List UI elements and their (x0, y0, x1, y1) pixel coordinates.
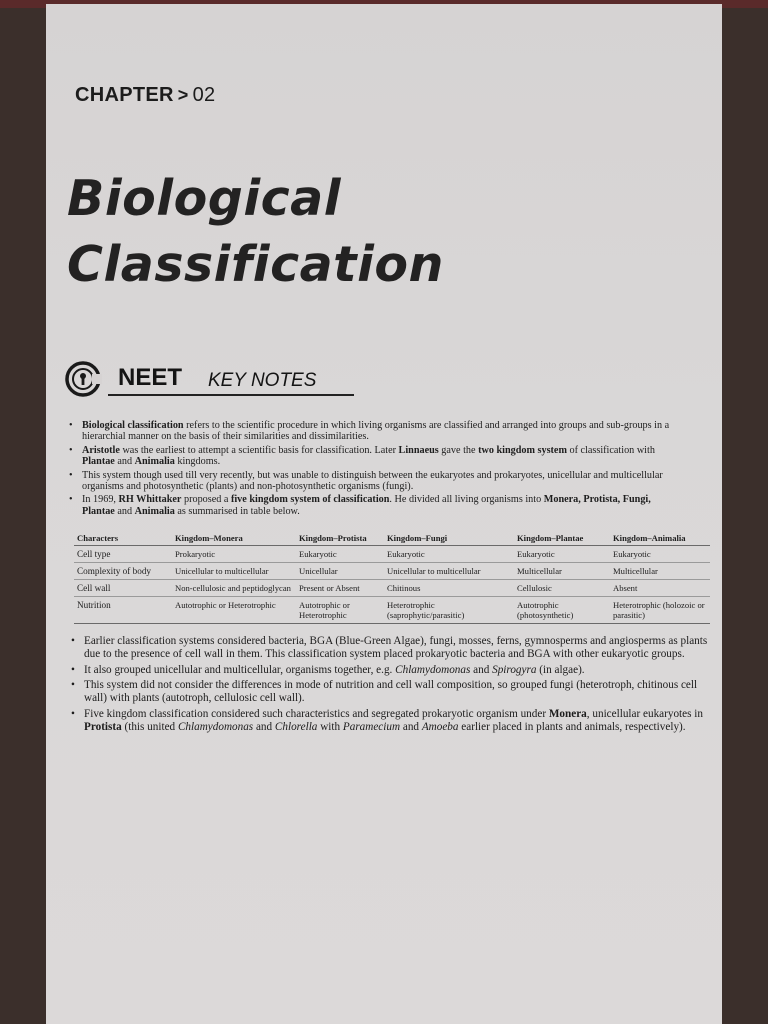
body-text: and (470, 663, 493, 676)
list-item (68, 635, 708, 661)
chapter-heading (75, 84, 215, 107)
table-header-cell: Kingdom–Animalia (610, 531, 710, 546)
table-cell: Complexity of body (74, 563, 172, 580)
table-cell: Cellulosic (514, 580, 610, 597)
list-item (66, 445, 676, 468)
body-text: gave the (438, 444, 479, 456)
table-cell: Heterotrophic (saprophytic/parasitic) (384, 597, 514, 624)
table-cell: Present or Absent (296, 580, 384, 597)
list-item (68, 664, 708, 677)
body-text: Five kingdom classification considered such characteristics and segregated prokaryotic organism under (84, 707, 549, 720)
bold-text: Linnaeus (398, 444, 439, 456)
table-header-cell: Kingdom–Protista (296, 531, 384, 546)
italic-text: Paramecium (342, 720, 401, 733)
table-cell: Unicellular (296, 563, 384, 580)
background-edge-right (722, 0, 768, 1024)
bold-text: Animalia (134, 456, 175, 468)
table-cell: Absent (610, 580, 710, 597)
table-row (74, 546, 710, 563)
body-text: with (317, 720, 343, 733)
key-notes-underline (108, 394, 354, 396)
table-cell: Cell type (74, 546, 172, 563)
bold-text: Monera (548, 707, 587, 720)
body-text: of classification with (566, 444, 655, 456)
italic-text: Chlorella (274, 720, 318, 733)
table-cell: Autotrophic or Heterotrophic (172, 597, 296, 624)
bold-text: RH Whittaker (118, 494, 182, 506)
body-text: proposed a (181, 494, 231, 506)
table-row (74, 597, 710, 624)
bold-text: two kingdom system (478, 444, 567, 456)
table-header-row (74, 531, 710, 546)
table-cell: Unicellular to multicellular (172, 563, 296, 580)
italic-text: Chlamydomonas (395, 663, 471, 676)
list-item (68, 708, 708, 734)
body-text: was the earliest to attempt a scientific basis for classification. Later (119, 444, 399, 456)
five-kingdom-table (74, 531, 710, 624)
key-notes-logo-icon (64, 360, 102, 398)
bold-text: Animalia (134, 505, 175, 517)
table-header-cell: Kingdom–Plantae (514, 531, 610, 546)
table-header-cell: Kingdom–Monera (172, 531, 296, 546)
body-text: and (253, 720, 275, 733)
key-notes-label: KEY NOTES (208, 370, 317, 391)
table-header-cell: Kingdom–Fungi (384, 531, 514, 546)
body-text: , unicellular eukaryotes in (586, 707, 703, 720)
table-row (74, 563, 710, 580)
list-item (68, 679, 708, 705)
list-item (66, 494, 676, 517)
list-item (66, 470, 676, 493)
body-text: Earlier classification systems considered bacteria, BGA (Blue-Green Algae), fungi, mosses, ferns, gymnosperms and angiosperms as plants due to the presence of cell wall in them. This classification system placed prokaryotic bacteria and BGA with other eukaryotic groups. (84, 635, 708, 660)
document-page (46, 4, 722, 1024)
italic-text: Spirogyra (492, 663, 537, 676)
body-text: kingdoms. (174, 456, 221, 468)
body-text: refers to the scientific procedure in which living organisms are classified and arranged into groups and sub-groups in a hierarchial manner on the basis of their similarities and dissimilarities. (82, 420, 670, 443)
body-text: earlier placed in plants and animals, respectively). (458, 720, 686, 733)
bold-text: Monera, Protista, Fungi, Plantae (82, 494, 651, 517)
key-notes-heading (64, 360, 364, 400)
body-text: (this united (121, 720, 178, 733)
table-cell: Multicellular (610, 563, 710, 580)
table-cell: Eukaryotic (296, 546, 384, 563)
table-cell: Eukaryotic (514, 546, 610, 563)
body-text: . He divided all living organisms into (389, 494, 544, 506)
chapter-label: CHAPTER (75, 84, 174, 106)
table-cell: Prokaryotic (172, 546, 296, 563)
table-row (74, 580, 710, 597)
table-cell: Chitinous (384, 580, 514, 597)
table-cell: Cell wall (74, 580, 172, 597)
body-text: This system did not consider the differences in mode of nutrition and cell wall composition, so grouped fungi (heterotroph, chitinous cell wall) with plants (autotroph, cellulosic cell wall). (84, 679, 698, 705)
italic-text: Amoeba (421, 720, 459, 733)
body-text: and (400, 720, 422, 733)
chapter-number: 02 (192, 84, 216, 106)
title-line-2: Classification (67, 236, 444, 293)
table-cell: Eukaryotic (384, 546, 514, 563)
notes-section-top (66, 420, 676, 519)
bold-text: Plantae (82, 456, 115, 468)
table-cell: Autotrophic or Heterotrophic (296, 597, 384, 624)
body-text: and (114, 456, 135, 468)
key-notes-neet: NEET (118, 364, 183, 391)
table-cell: Non-cellulosic and peptidoglycan (172, 580, 296, 597)
bold-text: Protista (84, 720, 122, 733)
body-text: It also grouped unicellular and multicellular, organisms together, e.g. (84, 663, 396, 676)
body-text: as summarised in table below. (174, 505, 300, 517)
body-text: and (114, 505, 135, 517)
table-cell: Eukaryotic (610, 546, 710, 563)
body-text: This system though used till very recently, but was unable to distinguish between the eukaryotes and prokaryotes, unicellular and multicellular organisms and photosynthetic (plants) and non-photosynthetic organisms (fungi). (82, 469, 663, 493)
table-cell: Heterotrophic (holozoic or parasitic) (610, 597, 710, 624)
list-item (66, 420, 676, 443)
table-cell: Nutrition (74, 597, 172, 624)
italic-text: Chlamydomonas (177, 720, 254, 733)
notes-section-bottom (68, 635, 708, 737)
title-line-1: Biological (67, 170, 342, 227)
table-cell: Autotrophic (photosynthetic) (514, 597, 610, 624)
body-text: (in algae). (536, 663, 585, 676)
background-edge-left (0, 0, 46, 1024)
bold-text: Biological classification (82, 420, 184, 431)
bold-text: Aristotle (82, 444, 120, 456)
page-title (67, 166, 444, 298)
chapter-arrow-icon: > (177, 85, 189, 105)
table-cell: Multicellular (514, 563, 610, 580)
body-text: In 1969, (82, 494, 119, 506)
table-cell: Unicellular to multicellular (384, 563, 514, 580)
bold-text: five kingdom system of classification (230, 494, 390, 506)
table-header-cell: Characters (74, 531, 172, 546)
